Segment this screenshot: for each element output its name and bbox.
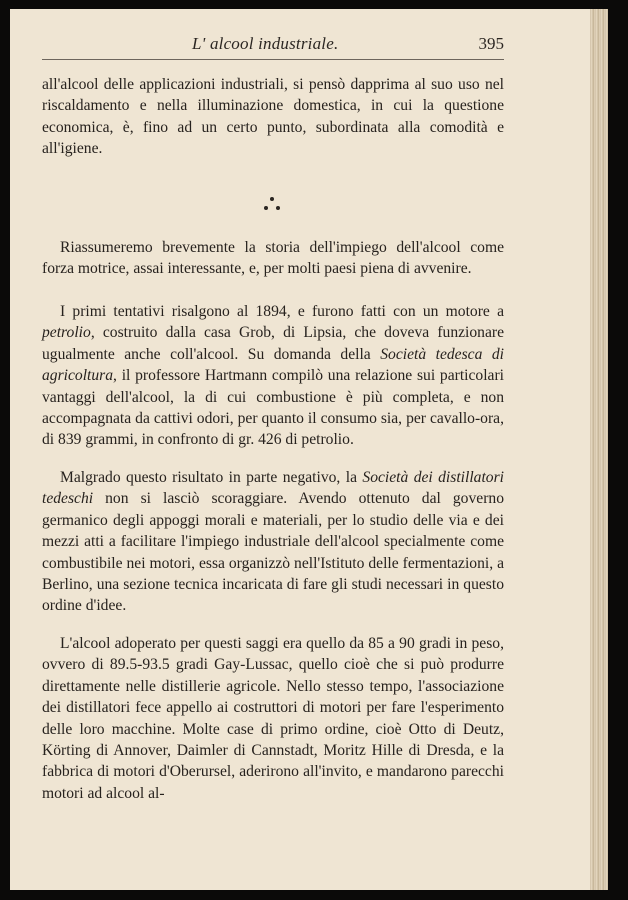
- text-run: Riassumeremo brevemente la storia dell'impiego dell'alcool come forza motrice, assai interessante, e, per molti paesi piena di avvenire.: [42, 239, 504, 278]
- page-edge: [590, 9, 608, 890]
- text-run: non si lasciò scoraggiare. Avendo ottenuto dal governo germanico degli appoggi morali e materiali, per lo studio delle via e dei mezzi atti a facilitare l'impiego industriale dell'alcool specialmente come combustibile nei motori, essa organizzò nell'Istituto delle fermentazioni, a Berlino, una sezione tecnica incaricata di fare gli studi necessari in questo ordine d'idee.: [42, 490, 504, 615]
- page-header: [42, 31, 504, 60]
- paragraph-1: [42, 74, 504, 160]
- paragraph-5: [42, 633, 504, 804]
- italic-text: Società dei distillatori tedeschi: [42, 469, 504, 508]
- page-number: 395: [478, 34, 504, 53]
- text-run: L'alcool adoperato per questi saggi era quello da 85 a 90 gradi in peso, ovvero di 89.5-93.5 gradi Gay-Lussac, quello cioè che si può produrre direttamente nelle distillerie agricole. Nello stesso tempo, l'associazione dei distillatori fece appello ai costruttori di motori per fare l'esperimento delle loro macchine. Molte case di primo ordine, cioè Otto di Deutz, Körting di Annover, Daimler di Cannstadt, Moritz Hille di Dresda, e la fabbrica di motori d'Oberursel, aderirono all'invito, e mandarono parecchi motori ad alcool al-: [42, 635, 504, 802]
- text-run: I primi tentativi risalgono al 1894, e furono fatti con un motore a: [60, 303, 504, 320]
- text-run: , il professore Hartmann compilò una relazione sui particolari vantaggi dell'alcool, la di cui combustione è più completa, e non accompagnata da cattivi odori, per quanto il consumo sia, per cavallo-ora, di 839 grammi, in confronto di gr. 426 di petrolio.: [42, 367, 504, 449]
- paragraph-3: [42, 301, 504, 451]
- text-run: all'alcool delle applicazioni industriali, si pensò dapprima al suo uso nel riscaldamento e nella illuminazione domestica, in cui la questione economica, è, fino ad un certo punto, subordinata alla comodità e all'igiene.: [42, 76, 504, 158]
- italic-text: Società tedesca di agricoltura: [42, 345, 504, 385]
- separator-dot: [264, 206, 268, 210]
- separator-dot: [276, 206, 280, 210]
- paragraph-4: [42, 467, 504, 617]
- italic-text: petrolio: [42, 324, 91, 342]
- separator-dot: [270, 197, 274, 201]
- text-run: Malgrado questo risultato in parte negativo, la: [60, 469, 363, 486]
- text-run: , costruito dalla casa Grob, di Lipsia, che doveva funzionare ugualmente anche coll'alcool. Su domanda della: [42, 324, 504, 363]
- paragraph-2: [42, 237, 504, 280]
- book-page: [10, 9, 608, 890]
- running-title: L' alcool industriale.: [192, 34, 339, 53]
